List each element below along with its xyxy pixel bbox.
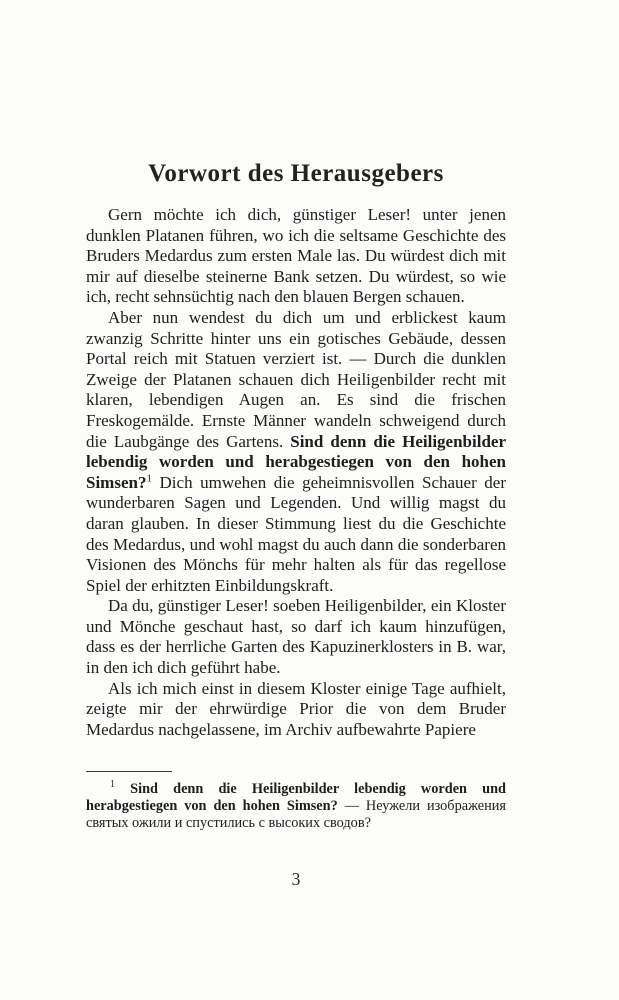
text-run: Da du, günstiger Leser! soeben Heiligenbilder, ein Kloster und Mönche geschaut hast, so darf ich kaum hinzufügen, dass es der herrliche Garten des Kapuzinerklosters in B. war, in den ich dich geführt habe.	[86, 596, 506, 678]
body-text	[86, 205, 506, 740]
text-run: Dich umwehen die geheimnisvollen Schauer der wunderbaren Sagen und Legenden. Und willig magst du daran glauben. In dieser Stimmung liest du die Geschichte des Medardus, und wohl magst du auch dann die sonderbaren Visionen des Mönchs für mehr halten als für das regellose Spiel der erhitzten Einbildungskraft.	[86, 472, 506, 595]
chapter-title: Vorwort des Herausgebers	[148, 160, 444, 187]
footnote-separator-rule	[86, 771, 172, 772]
paragraph	[86, 596, 506, 678]
paragraph	[86, 308, 506, 596]
footnote-text	[86, 781, 506, 833]
text-run: Aber nun wendest du dich um und erblickest kaum zwanzig Schritte hinter uns ein gotisches Gebäude, dessen Portal reich mit Statuen verziert ist. — Durch die dunklen Zweige der Platanen schauen dich Heiligenbilder recht mit klaren, lebendigen Augen an. Es sind die frischen Freskogemälde. Ernste Männer wandeln schweigend durch die Laubgänge des Gartens.	[86, 307, 506, 451]
footnote-marker: 1	[110, 779, 115, 791]
text-run: Als ich mich einst in diesem Kloster einige Tage aufhielt, zeigte mir der ehrwürdige Prior die von dem Bruder Medardus nachgelassene, im Archiv aufbewahrte Papiere	[86, 678, 506, 739]
bold-text-run: Sind denn die Heiligenbilder lebendig worden und herabgestiegen von den hohen Simsen?	[86, 781, 506, 815]
footnote-area	[86, 771, 506, 833]
paragraph	[86, 205, 506, 308]
footnote-marker: 1	[146, 472, 152, 485]
bold-text-run: Sind denn die Heiligenbilder lebendig worden und herabgestiegen von den hohen Simsen?	[86, 431, 506, 492]
text-run: — Неужели изображения святых ожили и спустились с высоких сводов?	[86, 798, 506, 832]
page-number: 3	[291, 869, 301, 889]
paragraph	[86, 679, 506, 741]
text-run: Gern möchte ich dich, günstiger Leser! unter jenen dunklen Platanen führen, wo ich die seltsame Geschichte des Bruders Medardus zum ersten Male las. Du würdest dich mit mir auf dieselbe steinerne Bank setzen. Du würdest, so wie ich, recht sehnsüchtig nach den blauen Bergen schauen.	[86, 205, 506, 307]
